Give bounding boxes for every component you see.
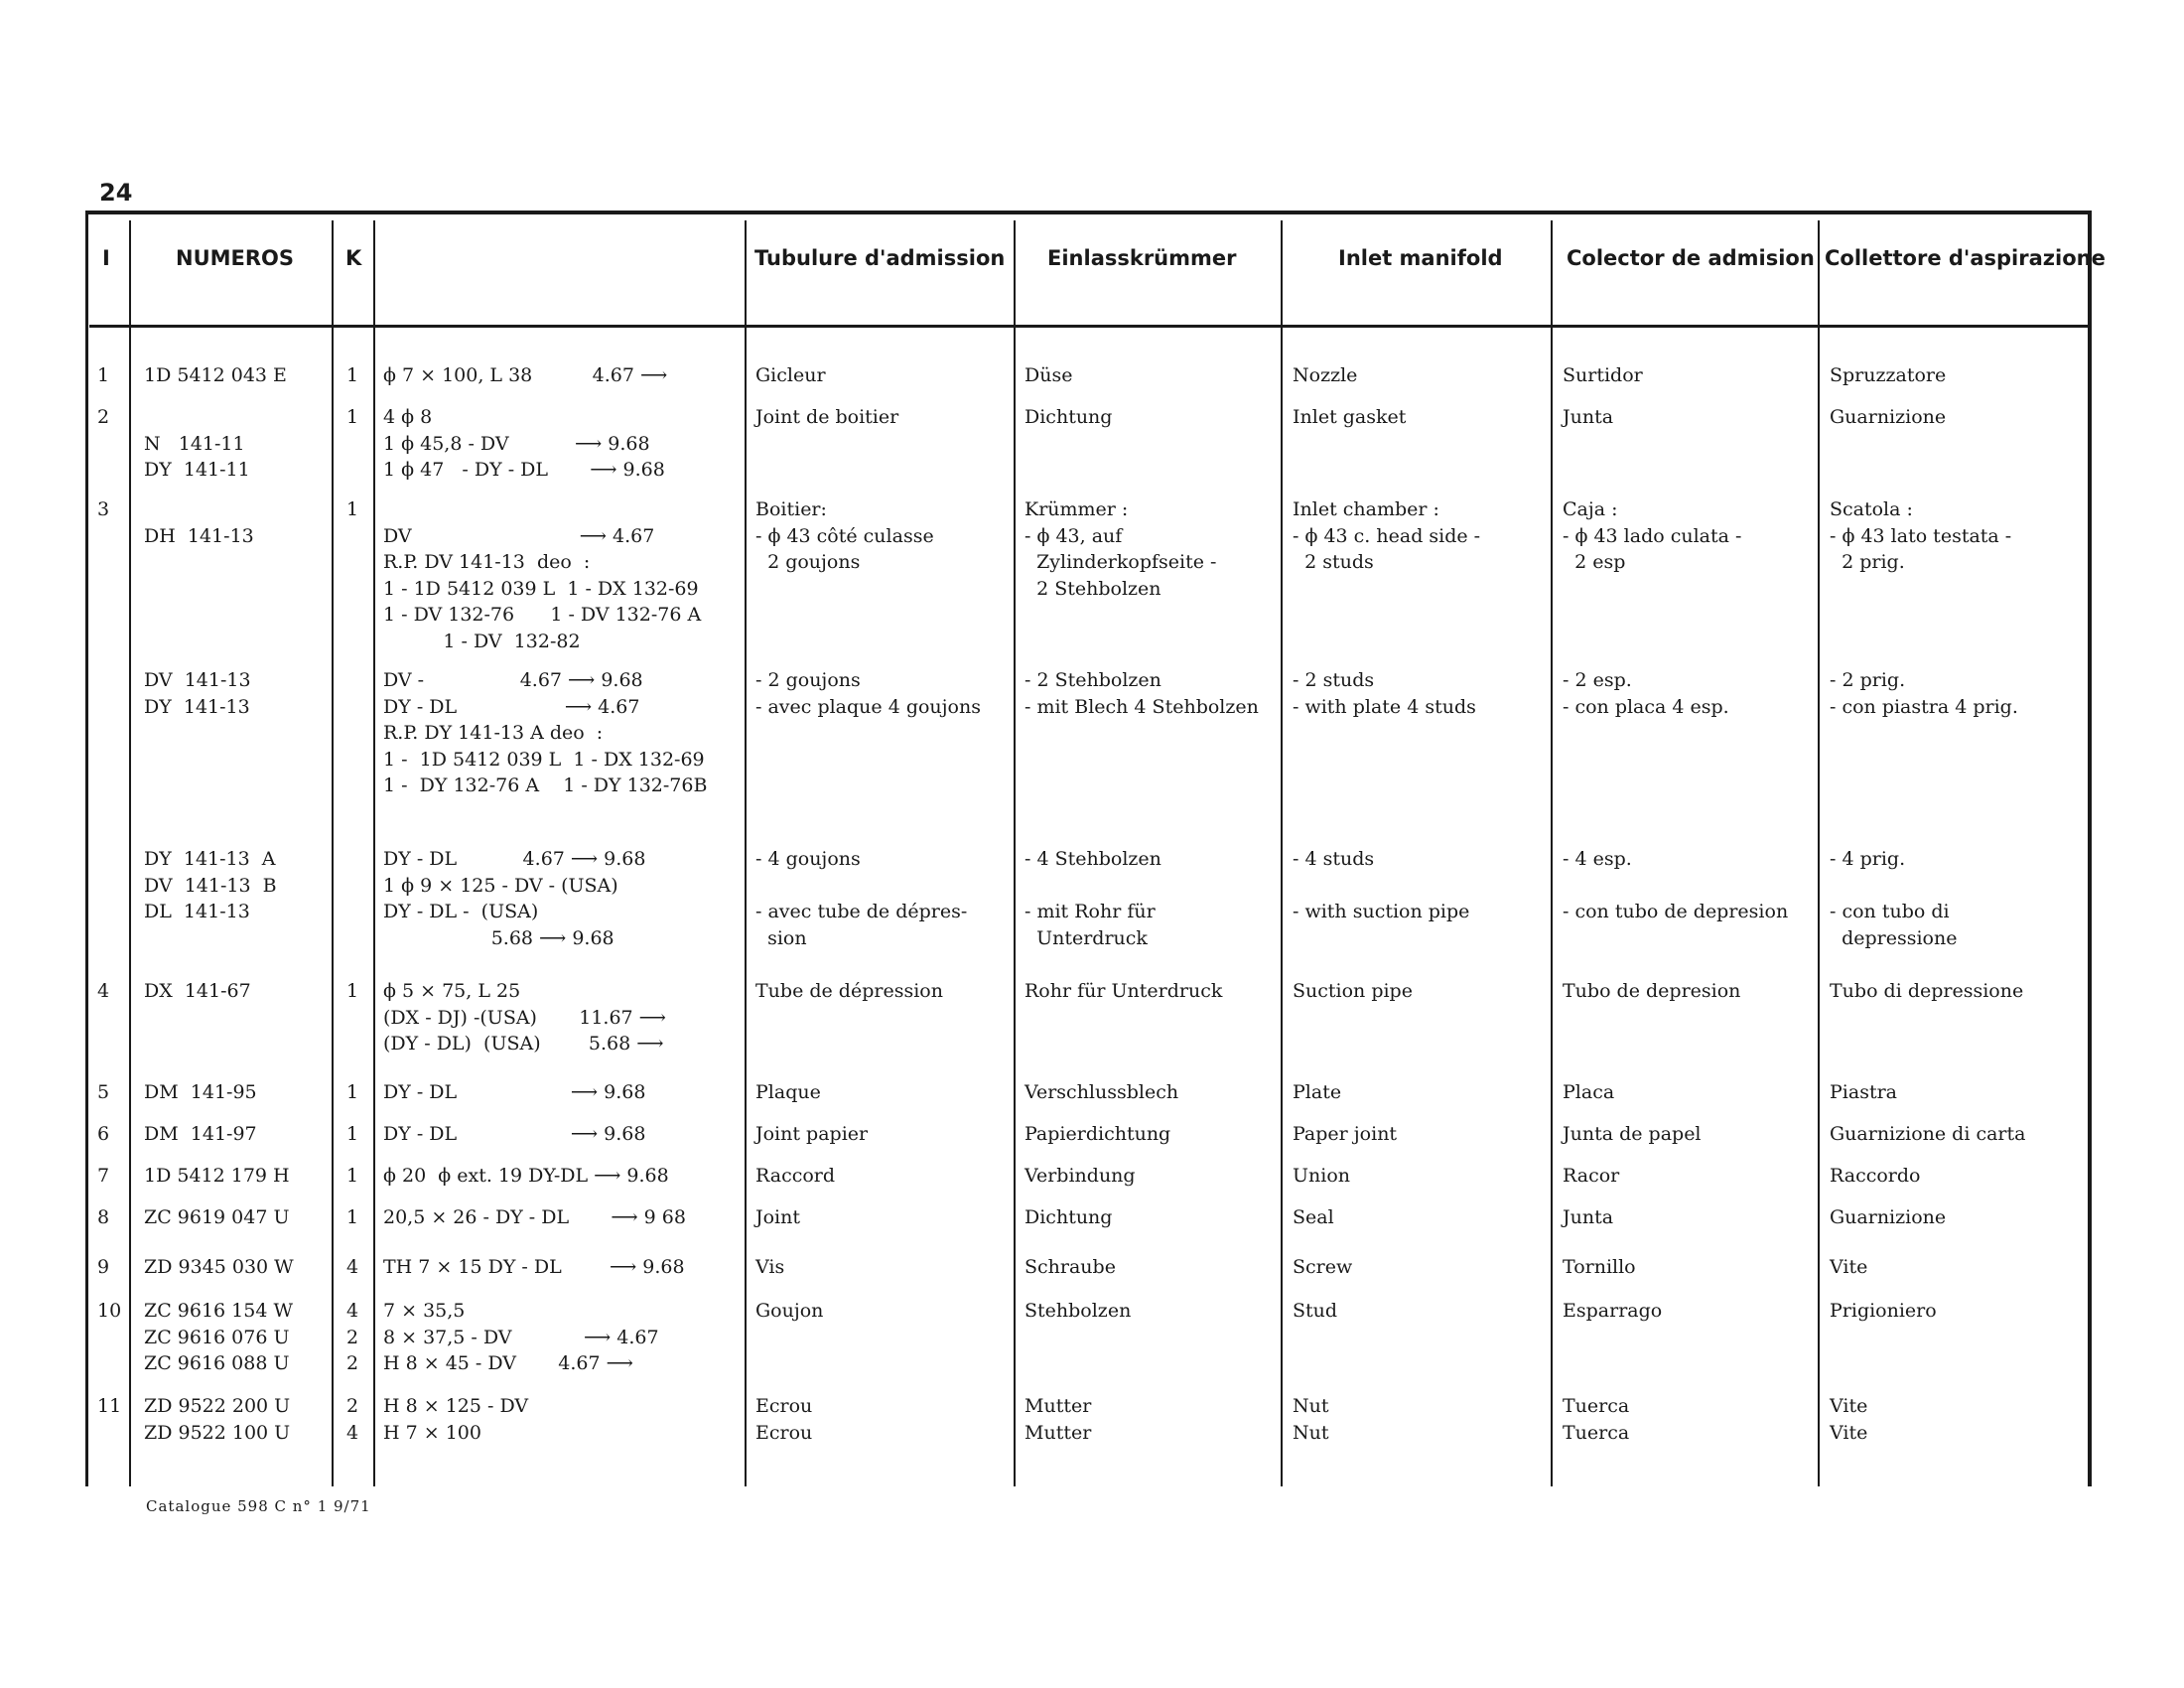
quantity: 2 4 bbox=[346, 1395, 359, 1444]
specification: 20,5 × 26 - DY - DL ⟶ 9 68 bbox=[383, 1206, 686, 1228]
description-de: Stehbolzen bbox=[1024, 1300, 1132, 1322]
description-en: Screw bbox=[1293, 1256, 1353, 1278]
quantity: 1 bbox=[346, 498, 359, 520]
item-index: 9 bbox=[97, 1256, 110, 1278]
description-de: Verschlussblech bbox=[1024, 1081, 1179, 1103]
specification: DV - 4.67 ⟶ 9.68 DY - DL ⟶ 4.67 R.P. DY 141-13 A deo : 1 - 1D 5412 039 L 1 - DX 132-69 1 - DY 132-76 A 1 - DY 132-76B bbox=[383, 669, 708, 796]
description-en: Inlet chamber : - ϕ 43 c. head side - 2 studs bbox=[1293, 498, 1481, 573]
description-fr: Tube de dépression bbox=[755, 980, 943, 1002]
specification: TH 7 × 15 DY - DL ⟶ 9.68 bbox=[383, 1256, 685, 1278]
quantity: 1 bbox=[346, 1123, 359, 1145]
item-index: 3 bbox=[97, 498, 110, 520]
description-it: Raccordo bbox=[1830, 1165, 1921, 1187]
part-number: DV 141-13 DY 141-13 bbox=[144, 669, 251, 718]
description-es: Caja : - ϕ 43 lado culata - 2 esp bbox=[1563, 498, 1742, 573]
quantity: 1 bbox=[346, 1206, 359, 1228]
description-fr: Joint papier bbox=[755, 1123, 869, 1145]
item-index: 11 bbox=[97, 1395, 122, 1417]
part-number: ZC 9616 154 W ZC 9616 076 U ZC 9616 088 U bbox=[144, 1300, 294, 1374]
description-fr: Boitier: - ϕ 43 côté culasse 2 goujons bbox=[755, 498, 934, 573]
description-de: - 2 Stehbolzen - mit Blech 4 Stehbolzen bbox=[1024, 669, 1259, 718]
header-divider bbox=[89, 325, 2091, 328]
description-de: Dichtung bbox=[1024, 406, 1113, 428]
header-es: Colector de admision bbox=[1567, 246, 1815, 270]
description-it: Guarnizione bbox=[1830, 1206, 1947, 1228]
description-it: Scatola : - ϕ 43 lato testata - 2 prig. bbox=[1830, 498, 2012, 573]
quantity: 1 bbox=[346, 980, 359, 1002]
description-en: Paper joint bbox=[1293, 1123, 1398, 1145]
col-divider-fr bbox=[1014, 220, 1016, 1486]
description-it: Vite bbox=[1830, 1256, 1868, 1278]
description-en: - 2 studs - with plate 4 studs bbox=[1293, 669, 1476, 718]
col-divider-index bbox=[129, 220, 131, 1486]
part-number: DX 141-67 bbox=[144, 980, 251, 1002]
specification: 4 ϕ 8 1 ϕ 45,8 - DV ⟶ 9.68 1 ϕ 47 - DY - DL ⟶ 9.68 bbox=[383, 406, 665, 481]
description-de: - 4 Stehbolzen - mit Rohr für Unterdruck bbox=[1024, 848, 1161, 949]
description-es: Tuerca Tuerca bbox=[1563, 1395, 1630, 1444]
description-de: Krümmer : - ϕ 43, auf Zylinderkopfseite - 2 Stehbolzen bbox=[1024, 498, 1217, 600]
description-es: Racor bbox=[1563, 1165, 1620, 1187]
header-k: K bbox=[345, 246, 362, 270]
description-it: Guarnizione di carta bbox=[1830, 1123, 2026, 1145]
description-en: Suction pipe bbox=[1293, 980, 1413, 1002]
quantity: 1 bbox=[346, 1165, 359, 1187]
description-it: Prigioniero bbox=[1830, 1300, 1937, 1322]
description-fr: - 2 goujons - avec plaque 4 goujons bbox=[755, 669, 981, 718]
specification: DV ⟶ 4.67 R.P. DV 141-13 deo : 1 - 1D 5412 039 L 1 - DX 132-69 1 - DV 132-76 1 - DV 132-76 A 1 - DV 132-82 bbox=[383, 524, 702, 652]
description-en: Union bbox=[1293, 1165, 1351, 1187]
specification: ϕ 7 × 100, L 38 4.67 ⟶ bbox=[383, 364, 668, 386]
catalogue-footer: Catalogue 598 C n° 1 9/71 bbox=[146, 1497, 371, 1515]
specification: ϕ 20 ϕ ext. 19 DY-DL ⟶ 9.68 bbox=[383, 1165, 669, 1187]
description-it: Piastra bbox=[1830, 1081, 1897, 1103]
description-de: Düse bbox=[1024, 364, 1073, 386]
description-en: Inlet gasket bbox=[1293, 406, 1407, 428]
table-top-border bbox=[85, 211, 2091, 214]
description-fr: Ecrou Ecrou bbox=[755, 1395, 813, 1444]
header-fr: Tubulure d'admission bbox=[754, 246, 1006, 270]
part-number: 1D 5412 043 E bbox=[144, 364, 287, 386]
header-en: Inlet manifold bbox=[1338, 246, 1503, 270]
item-index: 5 bbox=[97, 1081, 110, 1103]
description-en: - 4 studs - with suction pipe bbox=[1293, 848, 1470, 922]
description-es: - 4 esp. - con tubo de depresion bbox=[1563, 848, 1789, 922]
description-es: Surtidor bbox=[1563, 364, 1643, 386]
description-de: Papierdichtung bbox=[1024, 1123, 1171, 1145]
description-de: Mutter Mutter bbox=[1024, 1395, 1092, 1444]
col-divider-numeros bbox=[332, 220, 334, 1486]
description-es: Junta bbox=[1563, 406, 1614, 428]
description-it: Tubo di depressione bbox=[1830, 980, 2024, 1002]
col-divider-k bbox=[373, 220, 375, 1486]
header-index: I bbox=[102, 246, 110, 270]
item-index: 2 bbox=[97, 406, 110, 428]
description-it: - 2 prig. - con piastra 4 prig. bbox=[1830, 669, 2018, 718]
description-it: Guarnizione bbox=[1830, 406, 1947, 428]
description-es: Placa bbox=[1563, 1081, 1615, 1103]
description-es: Junta bbox=[1563, 1206, 1614, 1228]
specification: DY - DL 4.67 ⟶ 9.68 1 ϕ 9 × 125 - DV - (USA) DY - DL - (USA) 5.68 ⟶ 9.68 bbox=[383, 848, 646, 949]
description-es: - 2 esp. - con placa 4 esp. bbox=[1563, 669, 1729, 718]
col-divider-spec bbox=[745, 220, 747, 1486]
header-de: Einlasskrümmer bbox=[1047, 246, 1237, 270]
description-en: Seal bbox=[1293, 1206, 1334, 1228]
item-index: 8 bbox=[97, 1206, 110, 1228]
item-index: 4 bbox=[97, 980, 110, 1002]
col-divider-en bbox=[1551, 220, 1553, 1486]
description-it: - 4 prig. - con tubo di depressione bbox=[1830, 848, 1958, 949]
description-fr: Goujon bbox=[755, 1300, 824, 1322]
description-fr: Vis bbox=[755, 1256, 785, 1278]
description-en: Stud bbox=[1293, 1300, 1338, 1322]
part-number: ZC 9619 047 U bbox=[144, 1206, 290, 1228]
col-divider-de bbox=[1281, 220, 1283, 1486]
specification: DY - DL ⟶ 9.68 bbox=[383, 1081, 646, 1103]
table-right-border bbox=[2088, 211, 2092, 1486]
quantity: 1 bbox=[346, 406, 359, 428]
description-de: Dichtung bbox=[1024, 1206, 1113, 1228]
description-de: Rohr für Unterdruck bbox=[1024, 980, 1223, 1002]
part-number: 1D 5412 179 H bbox=[144, 1165, 290, 1187]
part-number: DM 141-97 bbox=[144, 1123, 257, 1145]
header-numeros: NUMEROS bbox=[176, 246, 295, 270]
specification: DY - DL ⟶ 9.68 bbox=[383, 1123, 646, 1145]
description-de: Verbindung bbox=[1024, 1165, 1136, 1187]
part-number: DY 141-13 A DV 141-13 B DL 141-13 bbox=[144, 848, 277, 922]
item-index: 10 bbox=[97, 1300, 122, 1322]
part-number: N 141-11 DY 141-11 bbox=[144, 432, 250, 481]
quantity: 4 2 2 bbox=[346, 1300, 359, 1374]
item-index: 6 bbox=[97, 1123, 110, 1145]
description-es: Tubo de depresion bbox=[1563, 980, 1741, 1002]
part-number: ZD 9345 030 W bbox=[144, 1256, 294, 1278]
part-number: DH 141-13 bbox=[144, 524, 254, 547]
table-left-border bbox=[85, 211, 88, 1486]
quantity: 4 bbox=[346, 1256, 359, 1278]
description-fr: Joint bbox=[755, 1206, 801, 1228]
description-es: Junta de papel bbox=[1563, 1123, 1702, 1145]
quantity: 1 bbox=[346, 364, 359, 386]
description-en: Nozzle bbox=[1293, 364, 1358, 386]
specification: H 8 × 125 - DV H 7 × 100 bbox=[383, 1395, 529, 1444]
description-fr: - 4 goujons - avec tube de dépres- sion bbox=[755, 848, 968, 949]
part-number: DM 141-95 bbox=[144, 1081, 257, 1103]
description-de: Schraube bbox=[1024, 1256, 1116, 1278]
col-divider-es bbox=[1818, 220, 1820, 1486]
description-en: Nut Nut bbox=[1293, 1395, 1329, 1444]
page-number: 24 bbox=[99, 179, 133, 207]
header-it: Collettore d'aspirazione bbox=[1825, 246, 2106, 270]
description-es: Tornillo bbox=[1563, 1256, 1636, 1278]
description-fr: Gicleur bbox=[755, 364, 826, 386]
description-en: Plate bbox=[1293, 1081, 1342, 1103]
description-fr: Plaque bbox=[755, 1081, 821, 1103]
specification: 7 × 35,5 8 × 37,5 - DV ⟶ 4.67 H 8 × 45 - DV 4.67 ⟶ bbox=[383, 1300, 659, 1374]
description-fr: Joint de boitier bbox=[755, 406, 899, 428]
quantity: 1 bbox=[346, 1081, 359, 1103]
item-index: 1 bbox=[97, 364, 110, 386]
description-es: Esparrago bbox=[1563, 1300, 1663, 1322]
description-it: Spruzzatore bbox=[1830, 364, 1947, 386]
description-fr: Raccord bbox=[755, 1165, 836, 1187]
description-it: Vite Vite bbox=[1830, 1395, 1868, 1444]
item-index: 7 bbox=[97, 1165, 110, 1187]
specification: ϕ 5 × 75, L 25 (DX - DJ) -(USA) 11.67 ⟶ (DY - DL) (USA) 5.68 ⟶ bbox=[383, 980, 666, 1055]
part-number: ZD 9522 200 U ZD 9522 100 U bbox=[144, 1395, 291, 1444]
